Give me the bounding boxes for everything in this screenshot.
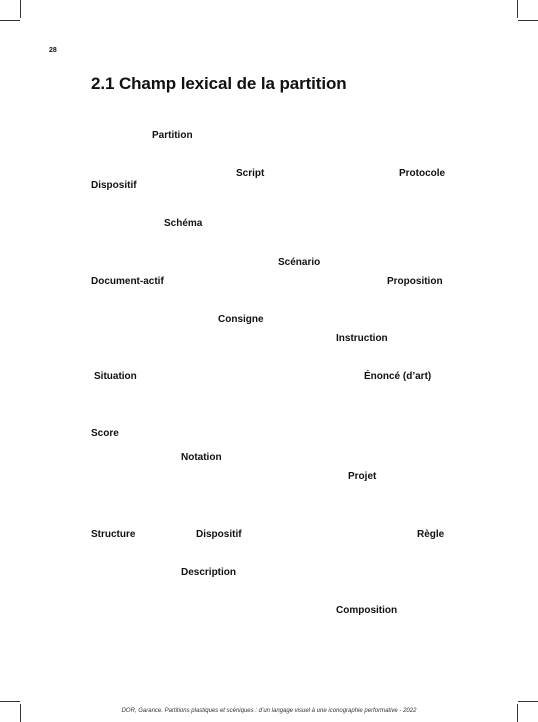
- crop-mark-top-left: [20, 0, 21, 18]
- term-enonce-dart: Énoncé (d’art): [364, 371, 432, 382]
- crop-mark-top-left-h: [0, 20, 20, 21]
- crop-mark-bottom-left-h: [0, 701, 20, 702]
- term-composition: Composition: [336, 605, 398, 616]
- term-proposition: Proposition: [387, 276, 443, 287]
- term-consigne: Consigne: [218, 314, 264, 325]
- term-document-actif: Document-actif: [91, 276, 164, 287]
- term-structure: Structure: [91, 529, 136, 540]
- section-heading: 2.1 Champ lexical de la partition: [91, 74, 347, 93]
- term-instruction: Instruction: [336, 333, 388, 344]
- crop-mark-top-right-h: [518, 20, 538, 21]
- crop-mark-top-right: [517, 0, 518, 18]
- term-score: Score: [91, 428, 119, 439]
- term-projet: Projet: [348, 471, 377, 482]
- footer-citation: DOR, Garance. Partitions plastiques et scéniques : d’un langage visuel à une iconographie performative - 2022: [121, 708, 417, 714]
- term-notation: Notation: [181, 452, 222, 463]
- term-protocole: Protocole: [399, 168, 446, 179]
- crop-mark-bottom-right-h: [518, 701, 538, 702]
- term-description: Description: [181, 567, 237, 578]
- term-dispositif-2: Dispositif: [196, 529, 242, 540]
- page-number: 28: [49, 47, 57, 54]
- term-dispositif: Dispositif: [91, 180, 137, 191]
- term-situation: Situation: [94, 371, 137, 382]
- term-regle: Règle: [417, 529, 445, 540]
- term-scenario: Scénario: [278, 257, 321, 268]
- term-script: Script: [236, 168, 265, 179]
- term-schema: Schéma: [164, 218, 203, 229]
- term-partition: Partition: [152, 130, 193, 141]
